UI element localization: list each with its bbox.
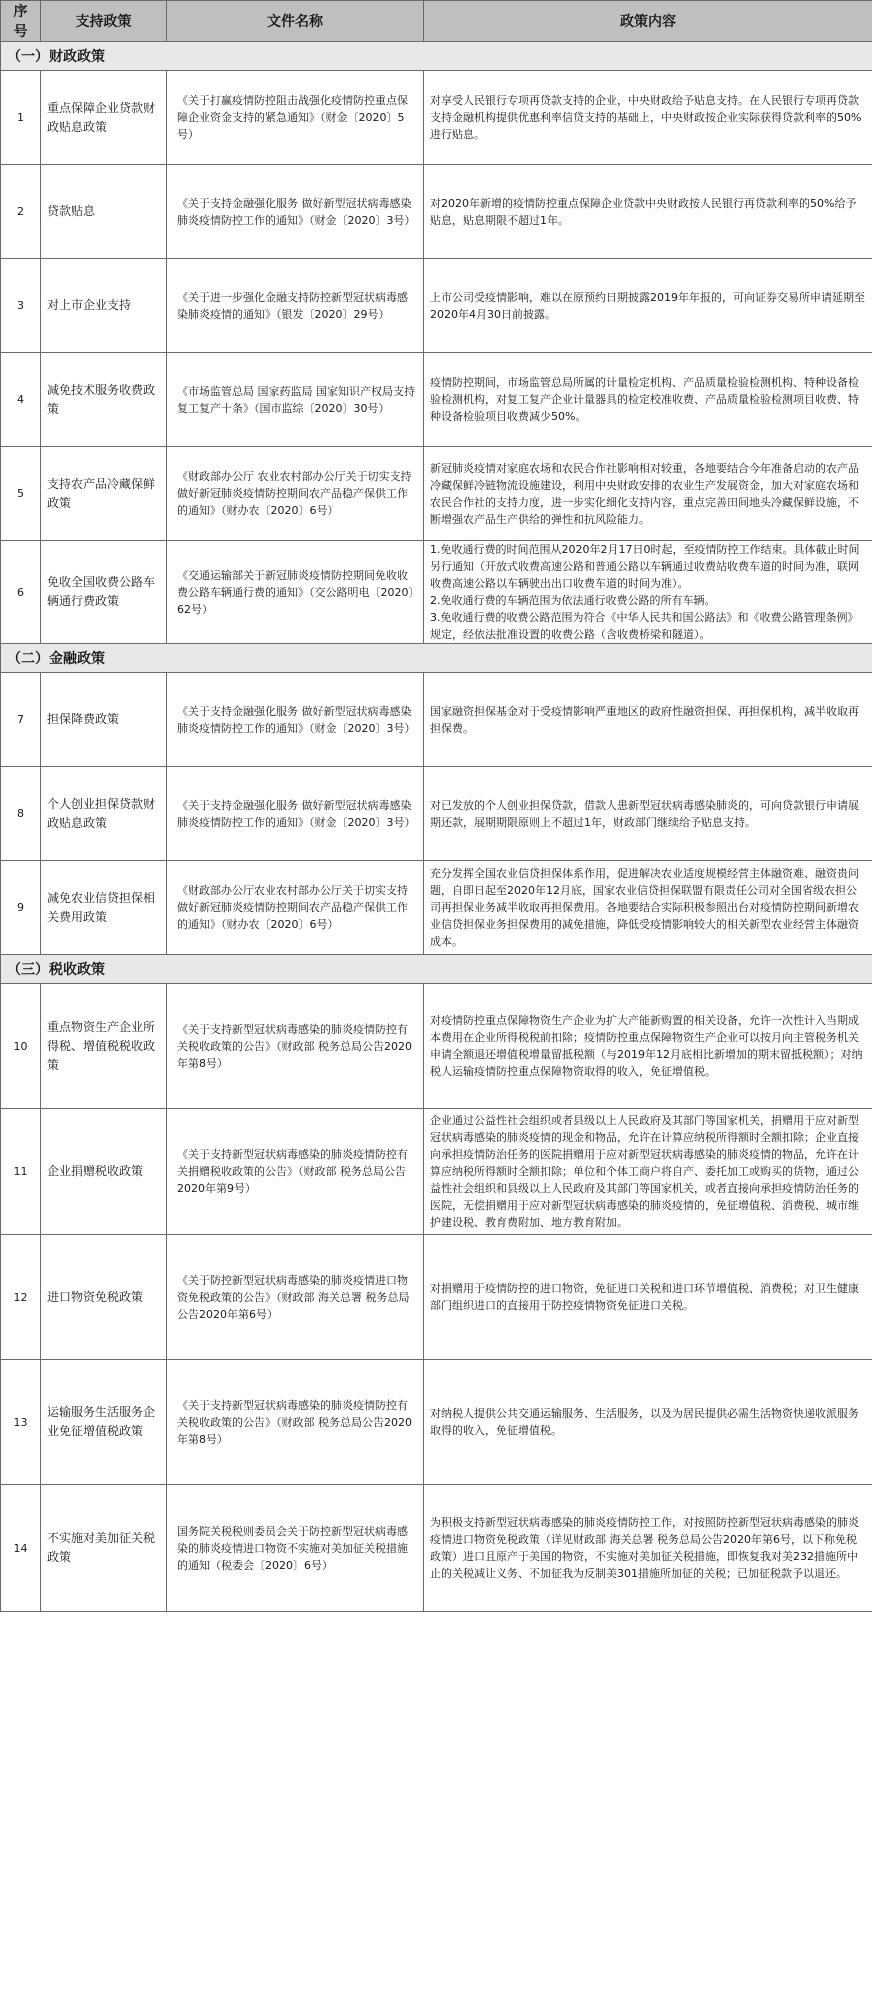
section-title: （一）财政政策 [1, 42, 872, 71]
table-row [1, 1235, 872, 1360]
table-row [1, 1485, 872, 1612]
document-name: 《关于支持新型冠状病毒感染的肺炎疫情防控有关税收政策的公告》（财政部 税务总局公告2020年第8号） [167, 984, 424, 1109]
header-doc: 文件名称 [167, 1, 424, 42]
policy-content: 对疫情防控重点保障物资生产企业为扩大产能新购置的相关设备，允许一次性计入当期成本费用在企业所得税税前扣除；疫情防控重点保障物资生产企业可以按月向主管税务机关申请全额退还增值税增量留抵税额（与2019年12月底相比新增加的期末留抵税额）；对纳税人运输疫情防控重点保障物资取得的收入，免征增值税。 [424, 984, 872, 1109]
policy-content: 新冠肺炎疫情对家庭农场和农民合作社影响相对较重，各地要结合今年准备启动的农产品冷藏保鲜冷链物流设施建设，利用中央财政安排的农业生产发展资金，加大对家庭农场和农民合作社的支持力度，进一步实化细化支持内容，重点完善田间地头冷藏保鲜设施，不断增强农产品生产供给的弹性和抗风险能力。 [424, 447, 872, 541]
section-row [1, 955, 872, 984]
section-row [1, 42, 872, 71]
row-number: 11 [1, 1109, 41, 1235]
policy-content: 为积极支持新型冠状病毒感染的肺炎疫情防控工作，对按照防控新型冠状病毒感染的肺炎疫情进口物资免税政策（详见财政部 海关总署 税务总局公告2020年第6号，以下称免税政策）进口且原产于美国的物资，不实施对美加征关税措施，即恢复我对美232措施所中止的关税减让义务、不加征我为反制美301措施所加征的关税；已加征税款予以退还。 [424, 1485, 872, 1612]
row-number: 10 [1, 984, 41, 1109]
row-number: 6 [1, 541, 41, 644]
header-no: 序号 [1, 1, 41, 42]
document-name: 《关于支持金融强化服务 做好新型冠状病毒感染肺炎疫情防控工作的通知》（财金〔2020〕3号） [167, 673, 424, 767]
document-name: 《财政部办公厅农业农村部办公厅关于切实支持做好新冠肺炎疫情防控期间农产品稳产保供工作的通知》（财办农〔2020〕6号） [167, 861, 424, 955]
policy-name: 运输服务生活服务企业免征增值税政策 [41, 1360, 167, 1485]
policy-name: 重点物资生产企业所得税、增值税税收政策 [41, 984, 167, 1109]
document-name: 《关于进一步强化金融支持防控新型冠状病毒感染肺炎疫情的通知》（银发〔2020〕29号） [167, 259, 424, 353]
table-row [1, 165, 872, 259]
policy-content: 充分发挥全国农业信贷担保体系作用，促进解决农业适度规模经营主体融资难、融资贵问题，自即日起至2020年12月底，国家农业信贷担保联盟有限责任公司对全国省级农担公司再担保业务减半收取再担保费用。各地要结合实际积极参照出台对疫情防控期间新增农业信贷担保业务担保费用的减免措施，降低受疫情影响较大的相关新型农业经营主体融资成本。 [424, 861, 872, 955]
document-name: 《关于支持金融强化服务 做好新型冠状病毒感染肺炎疫情防控工作的通知》（财金〔2020〕3号） [167, 767, 424, 861]
section-row [1, 644, 872, 673]
policy-name: 免收全国收费公路车辆通行费政策 [41, 541, 167, 644]
row-number: 14 [1, 1485, 41, 1612]
row-number: 13 [1, 1360, 41, 1485]
row-number: 9 [1, 861, 41, 955]
policy-name: 重点保障企业贷款财政贴息政策 [41, 71, 167, 165]
policy-content: 对纳税人提供公共交通运输服务、生活服务，以及为居民提供必需生活物资快递收派服务取得的收入，免征增值税。 [424, 1360, 872, 1485]
document-name: 《市场监管总局 国家药监局 国家知识产权局支持复工复产十条》（国市监综〔2020〕30号） [167, 353, 424, 447]
table-row [1, 673, 872, 767]
document-name: 国务院关税税则委员会关于防控新型冠状病毒感染的肺炎疫情进口物资不实施对美加征关税措施的通知（税委会〔2020〕6号） [167, 1485, 424, 1612]
section-title: （三）税收政策 [1, 955, 872, 984]
row-number: 4 [1, 353, 41, 447]
table-row [1, 1360, 872, 1485]
document-name: 《关于支持金融强化服务 做好新型冠状病毒感染肺炎疫情防控工作的通知》（财金〔2020〕3号） [167, 165, 424, 259]
document-name: 《关于防控新型冠状病毒感染的肺炎疫情进口物资免税政策的公告》（财政部 海关总署 税务总局公告2020年第6号） [167, 1235, 424, 1360]
document-name: 《关于打赢疫情防控阻击战强化疫情防控重点保障企业资金支持的紧急通知》（财金〔2020〕5号） [167, 71, 424, 165]
table-row [1, 984, 872, 1109]
document-name: 《关于支持新型冠状病毒感染的肺炎疫情防控有关捐赠税收政策的公告》（财政部 税务总局公告2020年第9号） [167, 1109, 424, 1235]
row-number: 7 [1, 673, 41, 767]
policy-content: 上市公司受疫情影响，难以在原预约日期披露2019年年报的，可向证券交易所申请延期至2020年4月30日前披露。 [424, 259, 872, 353]
policy-name: 不实施对美加征关税政策 [41, 1485, 167, 1612]
policy-name: 企业捐赠税收政策 [41, 1109, 167, 1235]
document-name: 《交通运输部关于新冠肺炎疫情防控期间免收收费公路车辆通行费的通知》（交公路明电〔2020〕62号） [167, 541, 424, 644]
row-number: 1 [1, 71, 41, 165]
policy-content: 对捐赠用于疫情防控的进口物资，免征进口关税和进口环节增值税、消费税；对卫生健康部门组织进口的直接用于防控疫情物资免征进口关税。 [424, 1235, 872, 1360]
policy-content: 企业通过公益性社会组织或者县级以上人民政府及其部门等国家机关，捐赠用于应对新型冠状病毒感染的肺炎疫情的现金和物品，允许在计算应纳税所得额时全额扣除；企业直接向承担疫情防治任务的医院捐赠用于应对新型冠状病毒感染的肺炎疫情的物品，允许在计算应纳税所得额时全额扣除；单位和个体工商户将自产、委托加工或购买的货物，通过公益性社会组织和县级以上人民政府及其部门等国家机关，或者直接向承担疫情防治任务的医院，无偿捐赠用于应对新型冠状病毒感染的肺炎疫情的，免征增值税、消费税、城市维护建设税、教育费附加、地方教育附加。 [424, 1109, 872, 1235]
policy-name: 贷款贴息 [41, 165, 167, 259]
row-number: 3 [1, 259, 41, 353]
table-row [1, 353, 872, 447]
section-title: （二）金融政策 [1, 644, 872, 673]
policy-name: 对上市企业支持 [41, 259, 167, 353]
policy-content: 对享受人民银行专项再贷款支持的企业，中央财政给予贴息支持。在人民银行专项再贷款支持金融机构提供优惠利率信贷支持的基础上，中央财政按企业实际获得贷款利率的50%进行贴息。 [424, 71, 872, 165]
policy-name: 支持农产品冷藏保鲜政策 [41, 447, 167, 541]
table-row [1, 71, 872, 165]
policy-body [1, 42, 872, 1612]
table-row [1, 1109, 872, 1235]
header-content: 政策内容 [424, 1, 872, 42]
header-row [1, 1, 872, 42]
policy-content: 国家融资担保基金对于受疫情影响严重地区的政府性融资担保、再担保机构，减半收取再担保费。 [424, 673, 872, 767]
policy-name: 担保降费政策 [41, 673, 167, 767]
document-name: 《财政部办公厅 农业农村部办公厅关于切实支持做好新冠肺炎疫情防控期间农产品稳产保供工作的通知》（财办农〔2020〕6号） [167, 447, 424, 541]
policy-content: 对已发放的个人创业担保贷款，借款人患新型冠状病毒感染肺炎的，可向贷款银行申请展期还款，展期期限原则上不超过1年，财政部门继续给予贴息支持。 [424, 767, 872, 861]
policy-name: 减免技术服务收费政策 [41, 353, 167, 447]
table-row [1, 447, 872, 541]
table-row [1, 767, 872, 861]
document-name: 《关于支持新型冠状病毒感染的肺炎疫情防控有关税收政策的公告》（财政部 税务总局公告2020年第8号） [167, 1360, 424, 1485]
table-row [1, 259, 872, 353]
policy-name: 个人创业担保贷款财政贴息政策 [41, 767, 167, 861]
policy-content: 疫情防控期间，市场监管总局所属的计量检定机构、产品质量检验检测机构、特种设备检验检测机构，对复工复产企业计量器具的检定校准收费、产品质量检验检测项目收费、特种设备检验项目收费减少50%。 [424, 353, 872, 447]
policy-content: 1.免收通行费的时间范围从2020年2月17日0时起，至疫情防控工作结束。具体截止时间另行通知（开放式收费高速公路和普通公路以车辆通过收费站收费车道的时间为准，联网收费高速公路以车辆驶出出口收费车道的时间为准）。 2.免收通行费的车辆范围为依法通行收费公路的所有车辆。 3.免收通行费的收费公路范围为符合《中华人民共和国公路法》和《收费公路管理条例》规定，经依法批准设置的收费公路（含收费桥梁和隧道）。 [424, 541, 872, 644]
row-number: 2 [1, 165, 41, 259]
row-number: 8 [1, 767, 41, 861]
policy-name: 减免农业信贷担保相关费用政策 [41, 861, 167, 955]
header-policy: 支持政策 [41, 1, 167, 42]
table-row [1, 541, 872, 644]
row-number: 5 [1, 447, 41, 541]
row-number: 12 [1, 1235, 41, 1360]
policy-content: 对2020年新增的疫情防控重点保障企业贷款中央财政按人民银行再贷款利率的50%给予贴息，贴息期限不超过1年。 [424, 165, 872, 259]
table-row [1, 861, 872, 955]
policy-name: 进口物资免税政策 [41, 1235, 167, 1360]
